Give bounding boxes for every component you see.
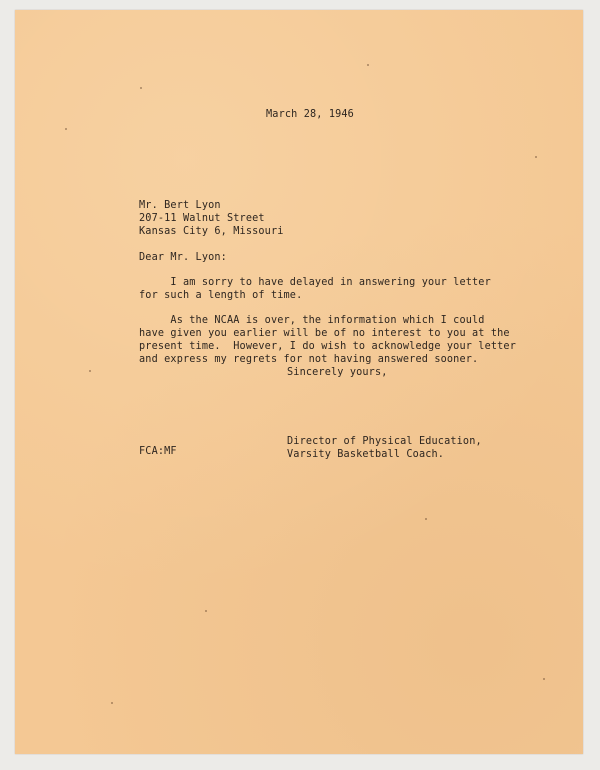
body-paragraph-2-line-1: As the NCAA is over, the information which I could xyxy=(139,315,485,326)
paper-speck xyxy=(367,64,369,66)
paper-speck xyxy=(111,702,113,704)
closing: Sincerely yours, xyxy=(287,367,388,378)
body-paragraph-1-line-2: for such a length of time. xyxy=(139,290,303,301)
signature-title-line-2: Varsity Basketball Coach. xyxy=(287,449,445,460)
salutation: Dear Mr. Lyon: xyxy=(139,252,227,263)
paper-speck xyxy=(65,128,67,130)
signature-title-line-1: Director of Physical Education, xyxy=(287,436,482,447)
typist-initials: FCA:MF xyxy=(139,446,177,457)
recipient-city: Kansas City 6, Missouri xyxy=(139,226,284,237)
letter-date: March 28, 1946 xyxy=(266,109,354,120)
paper-speck xyxy=(425,518,427,520)
paper-speck xyxy=(89,370,91,372)
paper-speck xyxy=(140,87,142,89)
recipient-street: 207-11 Walnut Street xyxy=(139,213,265,224)
body-paragraph-2-line-3: present time. However, I do wish to acknowledge your letter xyxy=(139,341,517,352)
paper-speck xyxy=(205,610,207,612)
body-paragraph-2-line-4: and express my regrets for not having answered sooner. xyxy=(139,354,479,365)
body-paragraph-2-line-2: have given you earlier will be of no interest to you at the xyxy=(139,328,510,339)
letter-paper xyxy=(15,10,583,754)
paper-speck xyxy=(543,678,545,680)
paper-speck xyxy=(535,156,537,158)
body-paragraph-1-line-1: I am sorry to have delayed in answering your letter xyxy=(139,277,491,288)
recipient-name: Mr. Bert Lyon xyxy=(139,200,221,211)
